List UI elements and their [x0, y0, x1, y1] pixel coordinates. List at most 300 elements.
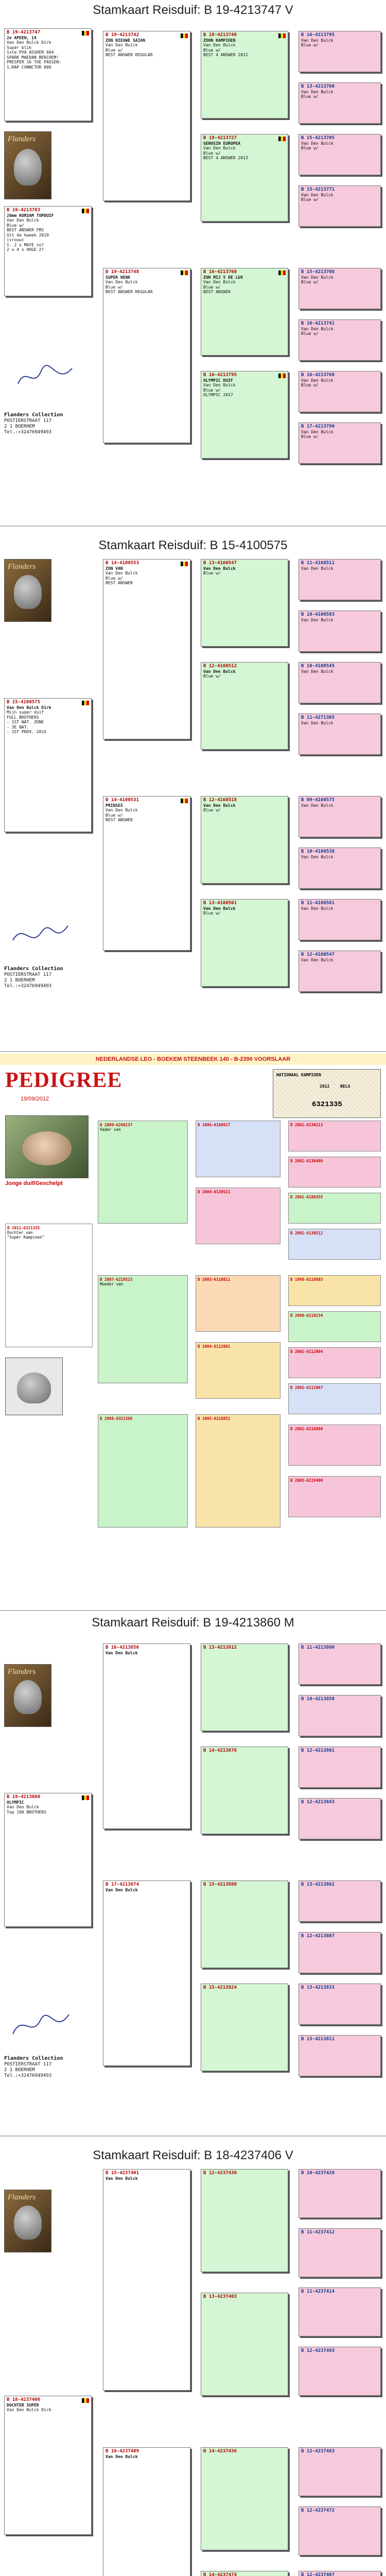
card-line: Van Den Bulck Dirk — [7, 40, 51, 45]
card-line: BEST ANSWER — [203, 290, 231, 294]
page-separator — [0, 1610, 386, 1611]
pigeon-photo — [4, 1664, 51, 1727]
pedigree-box — [98, 1414, 188, 1528]
card-line: Blue w/ — [301, 94, 319, 99]
cert-country: BELG — [340, 1084, 350, 1089]
card-line: OLYMPIC DUIF — [203, 378, 233, 383]
signature — [10, 920, 72, 951]
great-grandparent-card — [299, 82, 381, 124]
ring-number: B 15-4213705 — [301, 135, 335, 141]
pigeon-photo — [4, 559, 51, 622]
card-line: Van Den Bulck — [301, 141, 334, 146]
belgium-flag-icon — [278, 270, 286, 275]
ring-number: B 13-4213833 — [301, 1985, 335, 1990]
card-line: Van Den Bulck — [7, 1805, 39, 1809]
card-line: SPARK MAEDAN BERCHEM! — [7, 55, 59, 60]
pedigree-box — [288, 1383, 381, 1414]
card-line: Super blik — [7, 45, 32, 50]
great-grandparent-card — [299, 319, 381, 361]
great-grandparent-card — [299, 2506, 381, 2555]
pedigree-page — [0, 1054, 386, 1607]
belgium-flag-icon — [82, 209, 89, 213]
great-grandparent-card — [299, 1880, 381, 1922]
grandparent-card — [201, 2169, 288, 2272]
grandparent-card — [201, 2293, 288, 2396]
card-line: ZOON KAMPIOEN — [203, 38, 236, 43]
card-line: Van Den Bulck — [106, 808, 138, 812]
great-grandparent-card — [299, 2287, 381, 2336]
owner-block — [4, 2056, 63, 2079]
ring-number: B 2004-6112001 — [198, 1344, 231, 1349]
grandparent-card — [201, 1643, 288, 1731]
box-line: Vader van — [100, 1127, 121, 1132]
card-line: Van Den Bulck — [106, 1650, 138, 1655]
grandparent-card — [201, 31, 288, 118]
card-line: BEST ANSWER — [106, 581, 133, 585]
pedigree-box-sire — [98, 1121, 188, 1224]
ring-number: B 13-4213700 — [301, 84, 335, 89]
great-grandparent-card — [299, 2347, 381, 2396]
ring-number: B 11-4271305 — [301, 715, 335, 720]
pedigree-box — [196, 1342, 280, 1399]
owner-name: Flanders Collection — [4, 2056, 63, 2061]
person-image — [22, 1131, 72, 1165]
stamkaart-page-3 — [0, 1613, 386, 2133]
ring-number: B 2007-6219523 — [100, 1277, 133, 1282]
card-line: Van Den Bulck — [106, 2176, 138, 2181]
card-line: - 1ST PROV. 2015 — [7, 730, 47, 734]
ring-number: B 2001-6130213 — [290, 1123, 323, 1127]
ring-number: B 2012-6321335 — [7, 1226, 40, 1230]
page-title: Stamkaart Reisduif: B 18-4237406 V — [93, 2148, 293, 2162]
card-line: 2e APEEN, 14 — [7, 35, 37, 40]
card-line: ZON MIJ 5 DE LUX — [203, 275, 243, 280]
grandparent-card — [201, 2447, 288, 2550]
great-grandparent-card — [299, 1984, 381, 2025]
card-line: OLYMPIC — [7, 1800, 24, 1805]
grandparent-card — [201, 268, 288, 355]
card-line: DOCHTER SUPER — [7, 2402, 39, 2408]
belgium-flag-icon — [181, 799, 188, 803]
parent-card — [103, 559, 190, 739]
parent-card — [103, 2169, 190, 2391]
owner-address: POSTIERSTRAAT 117 — [4, 2062, 52, 2067]
grandparent-card — [201, 559, 288, 647]
ring-number: B 12-4213807 — [301, 1934, 335, 1939]
ring-number: B 19-4213747 — [7, 30, 41, 35]
ring-number: B 16-4237409 — [106, 2449, 139, 2454]
card-line: Van Den Bulck — [301, 854, 334, 859]
card-line: Blue w/ — [301, 383, 319, 387]
pigeon-image — [17, 1372, 51, 1404]
owner-address: POSTIERSTRAAT 117 — [4, 972, 52, 977]
owner-block — [4, 966, 63, 989]
great-grandparent-card — [299, 2228, 381, 2277]
grandparent-card — [201, 1747, 288, 1834]
pedigree-box — [196, 1414, 280, 1528]
pedigree-header: NEDERLANDSE LEO - BOEKEM STEENBEEK 140 - B-2390 VOORSLAAR — [0, 1054, 386, 1065]
great-grandparent-card — [299, 185, 381, 227]
ring-number: B 15-4213771 — [301, 187, 335, 192]
ring-number: B 12-4213801 — [301, 1748, 335, 1753]
ring-number: B 2001-6180355 — [290, 1195, 323, 1199]
ring-certificate — [273, 1069, 381, 1118]
pigeon-photo — [5, 1358, 63, 1415]
card-line: FULL BROTHERS — [7, 715, 39, 720]
great-grandparent-card — [299, 2035, 381, 2076]
ring-number: B 14-4237474 — [203, 2572, 237, 2576]
card-line: Van Den Bulck — [301, 38, 334, 43]
ring-number: B 12-4237483 — [301, 2449, 335, 2454]
card-line: Van Den Bulck — [301, 617, 334, 622]
ring-number: B 13-4213812 — [203, 1645, 237, 1650]
ring-number: B 10-4213858 — [301, 1697, 335, 1702]
card-line: Van Den Bulck — [203, 566, 236, 571]
card-line: (vrouw) — [7, 238, 24, 242]
page-title: Stamkaart Reisduif: B 19-4213860 M — [92, 1616, 294, 1630]
main-bird-card — [4, 2396, 92, 2535]
pedigree-box — [196, 1121, 280, 1177]
card-line: BEST 4 ANSWER 2013 — [203, 156, 248, 160]
card-line: Van Den Bulck — [106, 571, 138, 575]
great-grandparent-card — [299, 611, 381, 652]
belgium-flag-icon — [278, 33, 286, 38]
card-line: BEST ANSWER REGULAR — [106, 290, 153, 294]
belgium-flag-icon — [82, 31, 89, 36]
parent-card — [103, 796, 190, 951]
owner-phone: Tel.:+32476949493 — [4, 984, 52, 989]
ring-number: B 10-4100545 — [301, 664, 335, 669]
ring-number: B 15-4100575 — [7, 700, 41, 705]
card-line: Van Den Bulck — [301, 720, 334, 725]
card-line: Van Den Bulck — [203, 43, 236, 47]
pedigree-box — [288, 1347, 381, 1378]
ring-number: B 12-4160518 — [203, 798, 237, 803]
great-grandparent-card — [299, 2447, 381, 2496]
belgium-flag-icon — [181, 270, 188, 275]
pedigree-box — [288, 1311, 381, 1342]
ring-number: B 09-4100575 — [301, 798, 335, 803]
ring-number: B 12-4213843 — [301, 1800, 335, 1805]
card-line: Van Den Bulck — [106, 1887, 138, 1892]
card-line: 20mm KORSAM TOPDUIF — [7, 213, 54, 218]
grandparent-card — [201, 662, 288, 750]
card-line: Uit de kweek 2019 — [7, 232, 49, 238]
pedigree-title: PEDIGREE — [5, 1069, 122, 1092]
main-bird-card — [4, 28, 92, 121]
card-line: 2 x 4 x HOGE 2? — [7, 247, 44, 252]
card-line: Van Den Bulck — [301, 803, 334, 808]
ring-number: B 15-4213708 — [301, 269, 335, 275]
pedigree-box — [196, 1188, 280, 1244]
stamkaart-page-4 — [0, 2138, 386, 2576]
card-line: Van Den Bulck — [301, 275, 334, 280]
ring-number: B 12-4237407 — [301, 2572, 335, 2576]
great-grandparent-card — [299, 2169, 381, 2218]
card-line: Blue w/ — [301, 146, 319, 150]
card-line: Van Den Bulck — [301, 957, 334, 962]
ring-number: B 16-4213795 — [301, 32, 335, 38]
ring-number: B 2002-6130400 — [290, 1159, 323, 1163]
ring-number: B 14-4213876 — [203, 1748, 237, 1753]
ring-number: B 12-4100512 — [203, 664, 237, 669]
pigeon-photo — [4, 131, 51, 199]
ring-number: B 16-4213760 — [203, 269, 237, 275]
ring-number: B 2002-6218800 — [290, 1427, 323, 1431]
card-line: Blue w/ — [203, 47, 221, 53]
card-line: Blue w/ — [203, 571, 221, 575]
ring-number: B 13-4237403 — [203, 2294, 237, 2299]
owner-city: 2 1 BOERHEM — [4, 978, 35, 983]
ring-number: B 18-4213748 — [203, 32, 237, 38]
card-line: 1. 2 x MAYE zo? — [7, 242, 44, 247]
photo-caption: Jonge duif/Geschelpt — [5, 1180, 63, 1187]
ring-number: B 12-4237430 — [203, 2171, 237, 2176]
great-grandparent-card — [299, 662, 381, 703]
ring-number: B 2002-6130512 — [290, 1231, 323, 1235]
pigeon-photo — [4, 2190, 51, 2252]
great-grandparent-card — [299, 31, 381, 72]
ring-number: B 14-4237436 — [203, 2449, 237, 2454]
parent-card — [103, 1643, 190, 1829]
pigeon-image — [14, 2206, 42, 2240]
pedigree-box — [288, 1193, 381, 1224]
pedigree-date: 19/09/2012 — [21, 1096, 49, 1102]
ring-number: B 15-4213824 — [203, 1985, 237, 1990]
logo: Flanders — [8, 135, 36, 143]
owner-address: POSTIERSTRAAT 117 — [4, 418, 52, 423]
belgium-flag-icon — [82, 1795, 89, 1800]
great-grandparent-card — [299, 899, 381, 940]
card-line: Blue w/ — [106, 47, 123, 53]
ring-number: B 2000-6110234 — [290, 1313, 323, 1318]
card-line: Blue w/ — [301, 280, 319, 284]
card-line: BEST ANSWER — [106, 818, 133, 822]
card-line: Blue w/ — [106, 812, 123, 818]
box-line: Moeder van — [100, 1282, 124, 1286]
card-line: Blue w/ — [301, 197, 319, 202]
card-line: Van Den Bulck — [301, 429, 334, 434]
ring-number: B 2008-6321300 — [100, 1416, 133, 1421]
pedigree-box — [288, 1275, 381, 1306]
ring-number: B 10-4237420 — [301, 2171, 335, 2176]
owner-photo — [5, 1115, 89, 1178]
parent-card — [103, 268, 190, 443]
ring-number: B 12-4100547 — [301, 952, 335, 957]
page-separator — [0, 1051, 386, 1052]
ring-number: B 13-4213811 — [301, 2037, 335, 2042]
ring-number: B 16-4213795 — [203, 372, 237, 378]
page-separator — [0, 2136, 386, 2137]
ring-number: B 11-4100581 — [301, 901, 335, 906]
ring-number: B 13-4100501 — [203, 901, 237, 906]
owner-name: Flanders Collection — [4, 412, 63, 418]
belgium-flag-icon — [181, 33, 188, 38]
card-line: Top 100 BROTHERS — [7, 1809, 47, 1815]
cert-number: 6321335 — [312, 1100, 342, 1109]
ring-number: B 2003-6110811 — [198, 1277, 231, 1282]
great-grandparent-card — [299, 1747, 381, 1788]
belgium-flag-icon — [82, 701, 89, 705]
owner-name: Flanders Collection — [4, 966, 63, 972]
ring-number: B 18-4237406 — [7, 2397, 41, 2402]
great-grandparent-card — [299, 371, 381, 412]
card-line: Blue w/ — [301, 331, 319, 336]
card-line: Blue w/ — [203, 808, 221, 812]
card-line: Van Den Bulck — [203, 669, 236, 674]
ring-number: B 15-4237401 — [106, 2171, 139, 2176]
card-line: Van Den Bulck — [203, 146, 236, 150]
signature — [15, 361, 77, 392]
great-grandparent-card — [299, 559, 381, 600]
card-line: Van Den Bulck — [301, 566, 334, 571]
ring-number: B 2006-6180917 — [198, 1123, 231, 1127]
ring-number: B 11-4237414 — [301, 2289, 335, 2294]
card-line: ZON VAN — [106, 566, 123, 571]
card-line: 1ste PVA ASSHER 604 — [7, 50, 54, 55]
ring-number: B 14-4100531 — [106, 798, 139, 803]
ring-number: B 2001-6112004 — [290, 1349, 323, 1354]
card-line: Van Den Bulck — [106, 2454, 138, 2459]
ring-number: B 12-4237472 — [301, 2508, 335, 2513]
ring-number: B 2005-6218851 — [198, 1416, 231, 1421]
logo: Flanders — [8, 1668, 36, 1676]
card-line: - 1ST NAT. ZONE — [7, 720, 44, 724]
great-grandparent-card — [299, 951, 381, 992]
card-line: BEST ANSWER FM2 — [7, 228, 44, 232]
parent-card — [103, 2447, 190, 2576]
card-line: Mijn super duif — [7, 710, 44, 715]
ring-number: B 2003-6219400 — [290, 1478, 323, 1483]
great-grandparent-card — [299, 1798, 381, 1839]
great-grandparent-card — [299, 714, 381, 755]
main-bird-card — [4, 1793, 92, 1927]
ring-number: B 2002-6112067 — [290, 1385, 323, 1390]
card-line: OLYMPIC 2017 — [203, 393, 233, 397]
great-grandparent-card — [299, 1932, 381, 1973]
belgium-flag-icon — [82, 2398, 89, 2403]
card-line: Blue w/ — [203, 387, 221, 393]
ring-number: B 10-4100538 — [301, 849, 335, 854]
ring-number: B 17-4213874 — [106, 1882, 139, 1887]
pigeon-image — [14, 575, 42, 609]
card-line: BEST 4 ANSWER 2012 — [203, 53, 248, 57]
great-grandparent-card — [299, 2571, 381, 2576]
pedigree-box — [288, 1476, 381, 1517]
ring-number: B 16-4213856 — [106, 1645, 139, 1650]
card-line: SUPER HENK — [106, 275, 131, 280]
ring-number: B 2004-6130521 — [198, 1190, 231, 1194]
card-line: Blue w/ — [203, 911, 221, 916]
card-line: Van Den Bulck — [203, 906, 236, 911]
card-line: ZON NIEUWE SAIAN — [106, 38, 146, 43]
logo: Flanders — [8, 2193, 36, 2201]
card-line: BEST ANSWER REGULAR — [106, 53, 153, 57]
ring-number: B 11-4213800 — [301, 1645, 335, 1650]
ring-number: B 11-4237412 — [301, 2230, 335, 2235]
card-line: Van Den Bulck — [203, 383, 236, 387]
owner-phone: Tel.:+32476949493 — [4, 430, 52, 435]
pedigree-box — [288, 1157, 381, 1188]
owner-city: 2 1 BOERHEM — [4, 424, 35, 429]
cert-label: NATIONAAL KAMPIOEN — [276, 1073, 321, 1077]
card-line: Blue w/ — [203, 674, 221, 679]
card-line: PRESPER 16 TOE PASSEN: — [7, 60, 61, 64]
card-line: Van Den Bulck — [301, 378, 334, 383]
belgium-flag-icon — [278, 374, 286, 378]
signature — [10, 2009, 72, 2040]
sire-card — [4, 206, 92, 296]
belgium-flag-icon — [181, 562, 188, 566]
card-line: Van Den Bulck — [301, 326, 334, 331]
grandparent-card — [201, 1880, 288, 1968]
card-line: Blue w/ — [106, 284, 123, 290]
card-line: Blue w/ — [301, 434, 319, 439]
card-line: - 3E NAT. — [7, 724, 29, 730]
card-line: Van Den Bulck — [106, 280, 138, 284]
card-line: Blue w/ — [203, 284, 221, 290]
card-line: Blue w/ — [106, 575, 123, 581]
ring-number: B 13-4160547 — [203, 561, 237, 566]
ring-number: B 19-4213860 — [7, 1794, 41, 1800]
subject-line: "Super Kampioen" — [7, 1235, 45, 1240]
card-line: Blue w/ — [7, 223, 24, 228]
stamkaart-page-1 — [0, 0, 386, 520]
pigeon-image — [14, 1680, 42, 1714]
ring-number: B 19-4213783 — [7, 208, 41, 213]
stamkaart-page-2 — [0, 528, 386, 1048]
ring-number: B 19-4213727 — [203, 135, 237, 141]
ring-number: B 17-4213790 — [301, 424, 335, 429]
subject-line: Dochter van — [7, 1230, 33, 1235]
pedigree-box — [288, 1229, 381, 1260]
card-line: Van Den Bulck — [7, 218, 39, 223]
ring-number: B 15-4213880 — [203, 1882, 237, 1887]
great-grandparent-card — [299, 134, 381, 175]
page-title: Stamkaart Reisduif: B 15-4100575 — [98, 538, 288, 552]
grandparent-card — [201, 899, 288, 987]
ring-number: B 1998-6110803 — [290, 1277, 323, 1282]
great-grandparent-card — [299, 796, 381, 837]
card-line: GENOSIN EUROPEA — [203, 141, 241, 146]
pedigree-box — [288, 1425, 381, 1466]
page-separator — [0, 526, 386, 527]
great-grandparent-card — [299, 422, 381, 464]
ring-number: B 16-4213760 — [301, 372, 335, 378]
ring-number: B 2009-6260137 — [100, 1123, 133, 1127]
card-line: Van Den Bulck Dirk — [7, 705, 51, 710]
subject-box — [5, 1224, 93, 1347]
ring-number: B 13-4213862 — [301, 1882, 335, 1887]
ring-number: B 10-4100503 — [301, 612, 335, 617]
owner-block — [4, 412, 63, 435]
page-title: Stamkaart Reisduif: B 19-4213747 V — [93, 3, 293, 17]
grandparent-card — [201, 796, 288, 884]
ring-number: B 16-4213741 — [301, 321, 335, 326]
great-grandparent-card — [299, 848, 381, 889]
card-line: Van Den Bulck — [301, 906, 334, 911]
card-line: Van Den Bulck — [106, 43, 138, 47]
grandparent-card — [201, 134, 288, 222]
card-line: Van Den Bulck — [301, 89, 334, 94]
great-grandparent-card — [299, 1643, 381, 1685]
grandparent-card — [201, 1984, 288, 2071]
card-line: Van Den Bulck — [301, 669, 334, 674]
great-grandparent-card — [299, 268, 381, 309]
grandparent-card — [201, 2571, 288, 2576]
owner-city: 2 1 BOERHEM — [4, 2067, 35, 2073]
logo: Flanders — [8, 563, 36, 571]
